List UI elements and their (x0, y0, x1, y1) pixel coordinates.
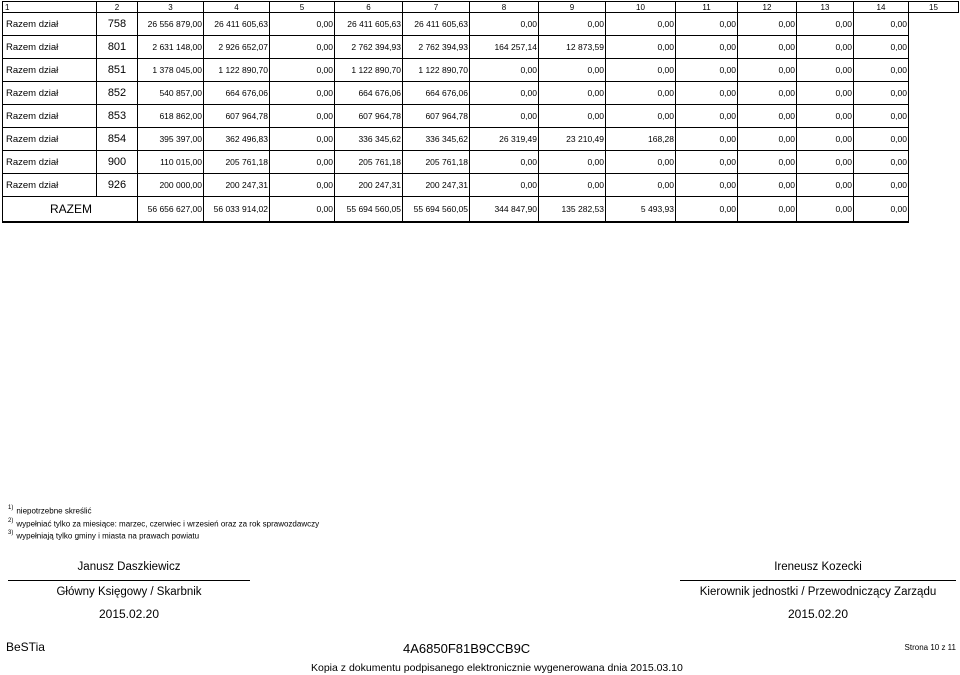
table-row (3, 174, 959, 197)
amount-cell: 0,00 (539, 59, 606, 82)
amount-cell: 0,00 (797, 151, 854, 174)
amount-cell: 0,00 (270, 151, 335, 174)
amount-cell: 0,00 (606, 151, 676, 174)
amount-cell: 0,00 (738, 105, 797, 128)
amount-cell: 2 762 394,93 (403, 36, 470, 59)
total-amount-cell: 0,00 (270, 197, 335, 223)
page-number: Strona 10 z 11 (904, 643, 956, 652)
dzial-code: 854 (97, 128, 138, 151)
total-amount-cell: 135 282,53 (539, 197, 606, 223)
row-label: Razem dział (3, 105, 97, 128)
footnote-3: $^{3)}$ wypełniają tylko gminy i miasta na prawach powiatu (8, 530, 200, 541)
column-number: 6 (335, 2, 403, 13)
copy-note: Kopia z dokumentu podpisanego elektronicznie wygenerowana dnia 2015.03.10 (311, 662, 683, 674)
table-row (3, 151, 959, 174)
amount-cell: 0,00 (738, 128, 797, 151)
column-number: 15 (909, 2, 959, 13)
amount-cell: 336 345,62 (335, 128, 403, 151)
dzial-code: 851 (97, 59, 138, 82)
total-amount-cell: 55 694 560,05 (403, 197, 470, 223)
column-number: 12 (738, 2, 797, 13)
amount-cell: 0,00 (797, 36, 854, 59)
total-amount-cell: 5 493,93 (606, 197, 676, 223)
amount-cell: 200 000,00 (138, 174, 204, 197)
table-row (3, 128, 959, 151)
amount-cell: 0,00 (606, 13, 676, 36)
amount-cell: 0,00 (606, 36, 676, 59)
amount-cell: 0,00 (470, 151, 539, 174)
total-amount-cell: 0,00 (738, 197, 797, 223)
footnote-1: $^{1)}$ niepotrzebne skreślić (8, 505, 92, 516)
amount-cell: 0,00 (676, 82, 738, 105)
amount-cell: 200 247,31 (335, 174, 403, 197)
amount-cell: 168,28 (606, 128, 676, 151)
amount-cell: 607 964,78 (403, 105, 470, 128)
amount-cell: 0,00 (270, 13, 335, 36)
signature-left-role: Główny Księgowy / Skarbnik (56, 586, 202, 598)
amount-cell: 164 257,14 (470, 36, 539, 59)
column-number: 1 (3, 2, 97, 13)
amount-cell: 0,00 (676, 151, 738, 174)
amount-cell: 0,00 (797, 105, 854, 128)
amount-cell: 0,00 (606, 82, 676, 105)
amount-cell: 0,00 (606, 105, 676, 128)
row-label: Razem dział (3, 59, 97, 82)
dzial-code: 900 (97, 151, 138, 174)
total-amount-cell: 56 656 627,00 (138, 197, 204, 223)
total-amount-cell: 0,00 (797, 197, 854, 223)
amount-cell: 618 862,00 (138, 105, 204, 128)
amount-cell: 0,00 (270, 174, 335, 197)
amount-cell: 0,00 (270, 128, 335, 151)
footnote-2: $^{2)}$ wypełniać tylko za miesiące: marzec, czerwiec i wrzesień oraz za rok sprawozdawczy (8, 517, 320, 529)
amount-cell: 0,00 (738, 59, 797, 82)
total-amount-cell: 56 033 914,02 (204, 197, 270, 223)
amount-cell: 0,00 (470, 105, 539, 128)
amount-cell: 0,00 (854, 128, 909, 151)
amount-cell: 0,00 (797, 13, 854, 36)
amount-cell: 0,00 (738, 36, 797, 59)
amount-cell: 26 411 605,63 (335, 13, 403, 36)
column-number: 4 (204, 2, 270, 13)
column-number: 13 (797, 2, 854, 13)
amount-cell: 0,00 (738, 82, 797, 105)
amount-cell: 0,00 (470, 82, 539, 105)
amount-cell: 0,00 (797, 59, 854, 82)
total-row (3, 197, 959, 223)
amount-cell: 0,00 (676, 105, 738, 128)
amount-cell: 200 247,31 (403, 174, 470, 197)
footnotes (8, 504, 319, 542)
amount-cell: 0,00 (797, 128, 854, 151)
amount-cell: 26 411 605,63 (403, 13, 470, 36)
amount-cell: 1 122 890,70 (335, 59, 403, 82)
column-number: 11 (676, 2, 738, 13)
document-code: 4A6850F81B9CCB9C (403, 641, 531, 656)
signature-left-date: 2015.02.20 (98, 607, 160, 621)
amount-cell: 0,00 (270, 59, 335, 82)
amount-cell: 1 122 890,70 (403, 59, 470, 82)
amount-cell: 0,00 (676, 13, 738, 36)
dzial-code: 758 (97, 13, 138, 36)
report-table (2, 1, 959, 223)
amount-cell: 0,00 (854, 36, 909, 59)
column-number: 7 (403, 2, 470, 13)
table-row (3, 82, 959, 105)
amount-cell: 0,00 (539, 82, 606, 105)
amount-cell: 2 762 394,93 (335, 36, 403, 59)
amount-cell: 0,00 (676, 128, 738, 151)
dzial-code: 852 (97, 82, 138, 105)
amount-cell: 0,00 (854, 151, 909, 174)
total-amount-cell: 55 694 560,05 (335, 197, 403, 223)
column-number-row (3, 2, 959, 13)
row-label: Razem dział (3, 13, 97, 36)
amount-cell: 0,00 (738, 151, 797, 174)
amount-cell: 0,00 (470, 174, 539, 197)
table-row (3, 59, 959, 82)
amount-cell: 0,00 (606, 174, 676, 197)
amount-cell: 0,00 (797, 82, 854, 105)
signature-right-name: Ireneusz Kozecki (774, 561, 862, 573)
row-label: Razem dział (3, 36, 97, 59)
amount-cell: 0,00 (539, 13, 606, 36)
row-label: Razem dział (3, 151, 97, 174)
amount-cell: 12 873,59 (539, 36, 606, 59)
column-number: 10 (606, 2, 676, 13)
total-amount-cell: 0,00 (676, 197, 738, 223)
amount-cell: 0,00 (539, 174, 606, 197)
row-label: Razem dział (3, 128, 97, 151)
column-number: 9 (539, 2, 606, 13)
amount-cell: 23 210,49 (539, 128, 606, 151)
amount-cell: 664 676,06 (335, 82, 403, 105)
amount-cell: 664 676,06 (204, 82, 270, 105)
column-number: 14 (854, 2, 909, 13)
signature-right-line (680, 580, 956, 581)
amount-cell: 664 676,06 (403, 82, 470, 105)
total-amount-cell: 0,00 (854, 197, 909, 223)
amount-cell: 0,00 (270, 82, 335, 105)
amount-cell: 1 122 890,70 (204, 59, 270, 82)
amount-cell: 0,00 (738, 13, 797, 36)
amount-cell: 0,00 (539, 105, 606, 128)
amount-cell: 395 397,00 (138, 128, 204, 151)
amount-cell: 0,00 (854, 105, 909, 128)
row-label: Razem dział (3, 174, 97, 197)
table-row (3, 105, 959, 128)
amount-cell: 0,00 (797, 174, 854, 197)
row-label: Razem dział (3, 82, 97, 105)
amount-cell: 26 319,49 (470, 128, 539, 151)
total-amount-cell: 344 847,90 (470, 197, 539, 223)
amount-cell: 26 556 879,00 (138, 13, 204, 36)
amount-cell: 0,00 (854, 82, 909, 105)
dzial-code: 926 (97, 174, 138, 197)
amount-cell: 0,00 (470, 13, 539, 36)
amount-cell: 205 761,18 (403, 151, 470, 174)
amount-cell: 0,00 (676, 174, 738, 197)
signature-right-date: 2015.02.20 (787, 607, 849, 621)
amount-cell: 607 964,78 (335, 105, 403, 128)
amount-cell: 540 857,00 (138, 82, 204, 105)
amount-cell: 0,00 (676, 36, 738, 59)
amount-cell: 2 631 148,00 (138, 36, 204, 59)
app-name: BeSTia (6, 640, 45, 654)
amount-cell: 2 926 652,07 (204, 36, 270, 59)
amount-cell: 205 761,18 (204, 151, 270, 174)
amount-cell: 200 247,31 (204, 174, 270, 197)
amount-cell: 0,00 (854, 174, 909, 197)
table-row (3, 36, 959, 59)
column-number: 3 (138, 2, 204, 13)
amount-cell: 0,00 (270, 36, 335, 59)
amount-cell: 0,00 (854, 13, 909, 36)
total-label: RAZEM (3, 197, 138, 223)
column-number: 2 (97, 2, 138, 13)
amount-cell: 0,00 (854, 59, 909, 82)
table-row (3, 13, 959, 36)
amount-cell: 0,00 (676, 59, 738, 82)
amount-cell: 0,00 (270, 105, 335, 128)
amount-cell: 110 015,00 (138, 151, 204, 174)
signature-left-name: Janusz Daszkiewicz (77, 561, 181, 573)
amount-cell: 26 411 605,63 (204, 13, 270, 36)
amount-cell: 362 496,83 (204, 128, 270, 151)
amount-cell: 607 964,78 (204, 105, 270, 128)
column-number: 5 (270, 2, 335, 13)
amount-cell: 0,00 (738, 174, 797, 197)
dzial-code: 801 (97, 36, 138, 59)
signature-right-role: Kierownik jednostki / Przewodniczący Zarządu (699, 586, 937, 598)
signature-left-line (8, 580, 250, 581)
amount-cell: 0,00 (539, 151, 606, 174)
amount-cell: 205 761,18 (335, 151, 403, 174)
amount-cell: 336 345,62 (403, 128, 470, 151)
dzial-code: 853 (97, 105, 138, 128)
column-number: 8 (470, 2, 539, 13)
amount-cell: 1 378 045,00 (138, 59, 204, 82)
amount-cell: 0,00 (606, 59, 676, 82)
amount-cell: 0,00 (470, 59, 539, 82)
